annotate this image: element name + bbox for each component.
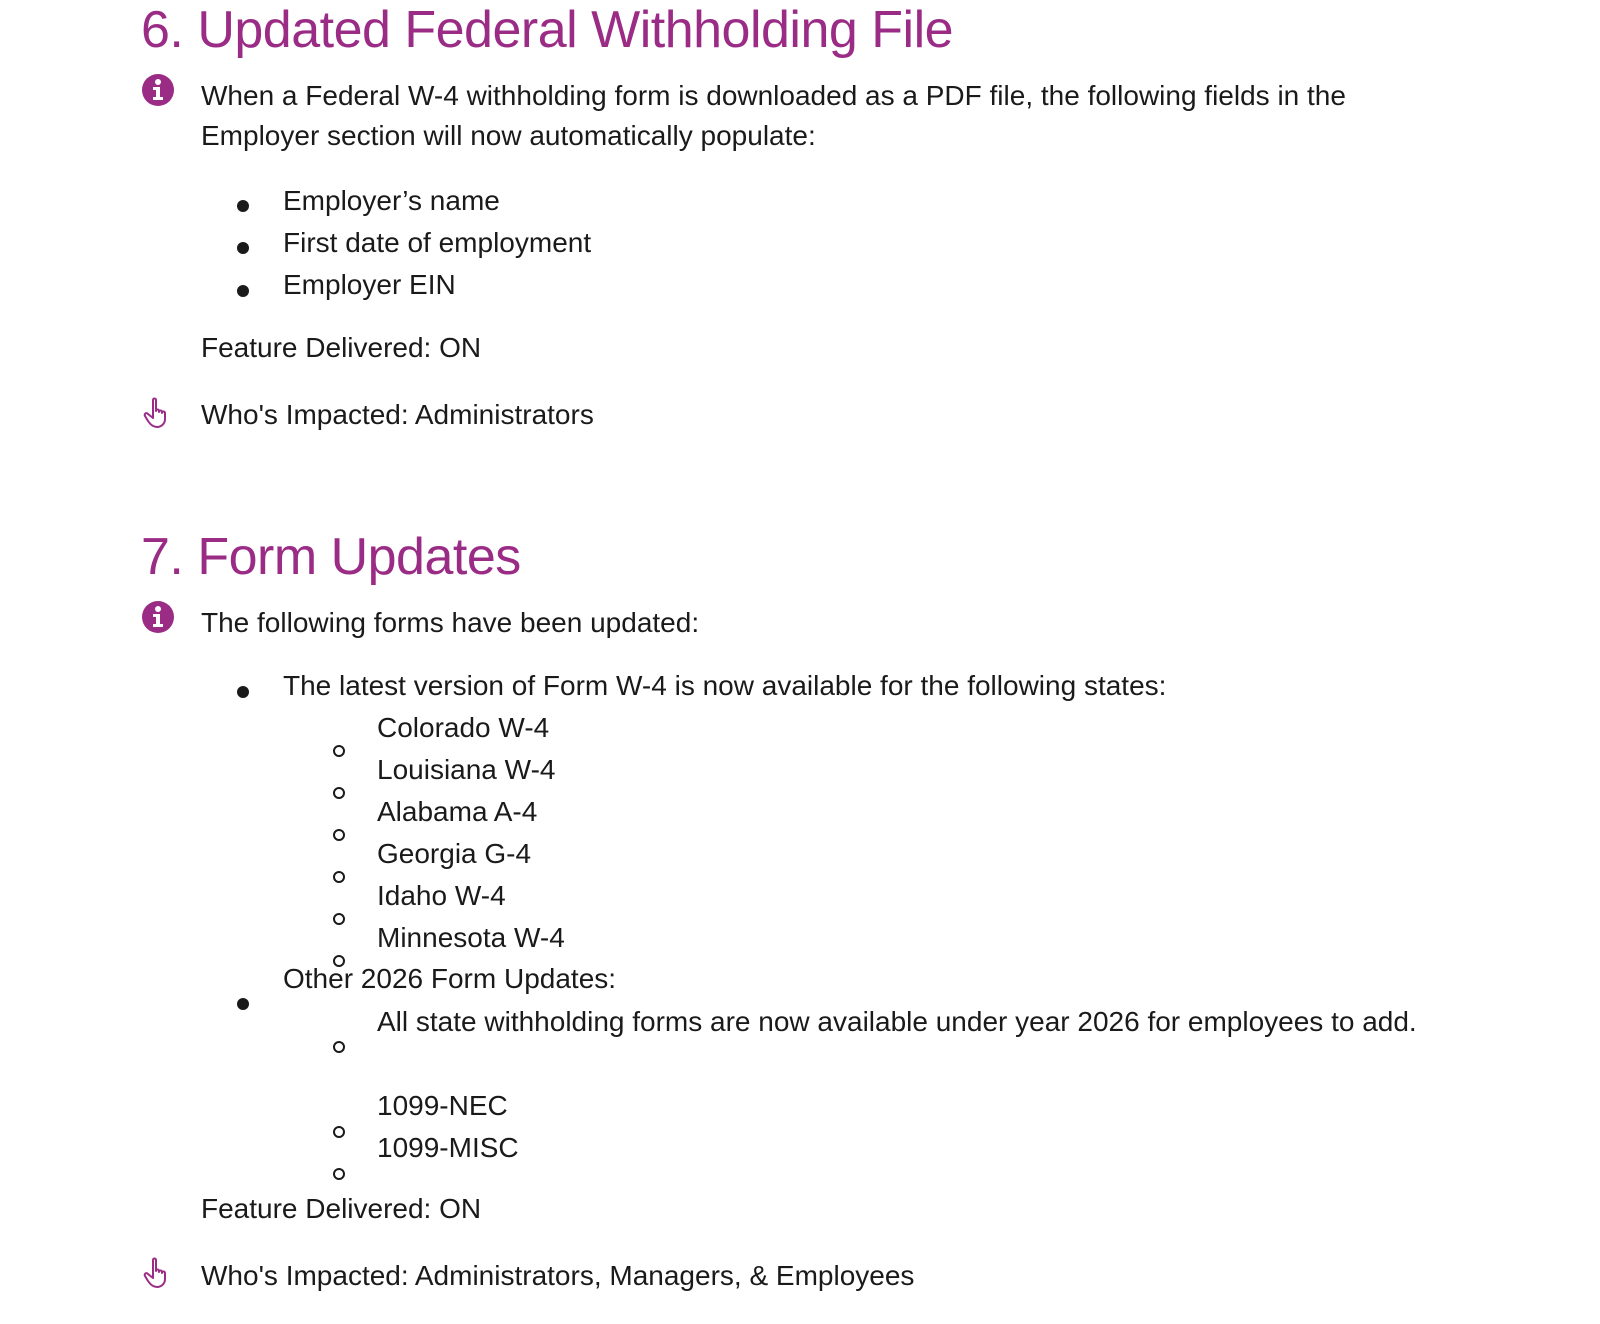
bullet-icon bbox=[237, 686, 249, 698]
bullet-icon bbox=[237, 285, 249, 297]
sub-list-item: Minnesota W-4 bbox=[377, 922, 565, 953]
pointing-hand-icon bbox=[141, 396, 175, 430]
list-item: The latest version of Form W-4 is now available for the following states: bbox=[283, 670, 1167, 701]
sub-bullet-icon bbox=[333, 829, 345, 841]
list-item: First date of employment bbox=[283, 227, 592, 258]
sub-list-item: All state withholding forms are now available under year 2026 for employees to add. bbox=[377, 1006, 1417, 1037]
sub-bullet-icon bbox=[333, 871, 345, 883]
bullet-icon bbox=[237, 200, 249, 212]
sub-list-item: Colorado W-4 bbox=[377, 712, 550, 743]
list-item: Employer EIN bbox=[283, 269, 456, 300]
section-7-description: The following forms have been updated: bbox=[201, 607, 700, 638]
impacted-users: Who's Impacted: Administrators bbox=[201, 399, 594, 430]
section-6-title: 6. Updated Federal Withholding File bbox=[141, 1, 954, 59]
impacted-users: Who's Impacted: Administrators, Managers, & Employees bbox=[201, 1260, 915, 1291]
section-6-description: When a Federal W-4 withholding form is downloaded as a PDF file, the following fields in the Employer section will now automatically populate: bbox=[201, 80, 1346, 151]
sub-list-item: Louisiana W-4 bbox=[377, 754, 556, 785]
sub-bullet-icon bbox=[333, 913, 345, 925]
sub-list-item: 1099-NEC bbox=[377, 1090, 508, 1121]
sub-bullet-icon bbox=[333, 787, 345, 799]
list-item: Other 2026 Form Updates: bbox=[283, 963, 617, 994]
sub-list-item: Alabama A-4 bbox=[377, 796, 538, 827]
sub-list-item: Georgia G-4 bbox=[377, 838, 532, 869]
feature-delivered-status: Feature Delivered: ON bbox=[201, 332, 482, 363]
feature-delivered-status: Feature Delivered: ON bbox=[201, 1193, 482, 1224]
pointing-hand-icon bbox=[141, 1256, 175, 1290]
sub-bullet-icon bbox=[333, 745, 345, 757]
bullet-icon bbox=[237, 998, 249, 1010]
info-icon bbox=[141, 73, 175, 107]
sub-list-item: 1099-MISC bbox=[377, 1132, 519, 1163]
section-7-title: 7. Form Updates bbox=[141, 528, 521, 586]
bullet-icon bbox=[237, 242, 249, 254]
sub-list-item: Idaho W-4 bbox=[377, 880, 506, 911]
sub-bullet-icon bbox=[333, 1041, 345, 1053]
list-item: Employer’s name bbox=[283, 185, 500, 216]
sub-bullet-icon bbox=[333, 1126, 345, 1138]
info-icon bbox=[141, 600, 175, 634]
sub-bullet-icon bbox=[333, 1168, 345, 1180]
